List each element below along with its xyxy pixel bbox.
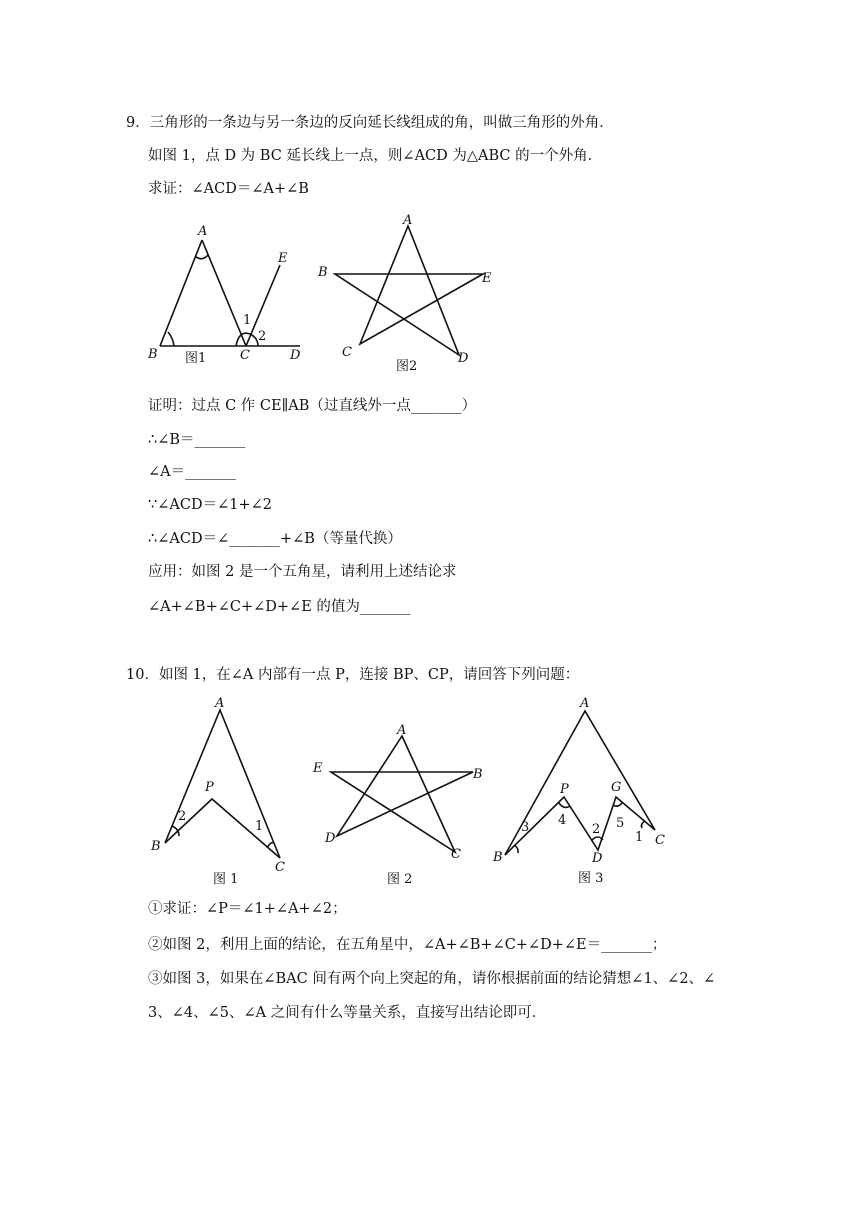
label-b: B [151,839,161,854]
angle-1-arc [641,821,645,828]
p10-part-1: ①求证：∠P＝∠1+∠A+∠2； [148,901,347,917]
fig2-caption: 图2 [396,359,418,374]
p10-figure-2 [305,720,495,890]
label-angle-1: 1 [255,819,264,834]
fig2-caption: 图 2 [387,872,413,887]
p9-application: 应用：如图 2 是一个五角星，请利用上述结论求 [148,564,457,580]
p9-step-3: ∵∠ACD＝∠1+∠2 [148,497,272,513]
label-angle-2: 2 [178,809,187,824]
label-c: C [451,847,461,862]
label-b: B [148,347,158,362]
p9-proof-line: 证明：过点 C 作 CE∥AB（过直线外一点_______） [148,398,477,414]
p10-part-3-cont: 3、∠4、∠5、∠A 之间有什么等量关系，直接写出结论即可． [148,1005,547,1021]
label-angle-2: 2 [592,822,601,837]
label-d: D [458,351,469,366]
star-outline [331,736,473,852]
label-d: D [325,831,336,846]
label-d: D [592,851,603,866]
fig3-caption: 图 3 [578,871,604,886]
p9-step-2: ∠A＝_______ [148,464,236,480]
label-a: A [198,224,208,239]
p10-figure-1 [145,695,305,890]
label-e: E [482,271,492,286]
label-p: P [205,780,214,795]
p10-part-3: ③如图 3，如果在∠BAC 间有两个向上突起的角，请你根据前面的结论猜想∠1、∠2、∠ [148,971,716,987]
label-angle-5: 5 [616,816,625,831]
angle-2-arc [250,334,258,346]
p10-line-1: 10．如图 1，在∠A 内部有一点 P，连接 BP、CP，请回答下列问题： [126,667,580,683]
label-angle-3: 3 [521,820,530,835]
p9-application-question: ∠A+∠B+∠C+∠D+∠E 的值为_______ [148,599,411,615]
label-angle-1: 1 [243,313,252,328]
label-angle-2: 2 [258,329,267,344]
label-c: C [342,345,352,360]
line-ac [202,240,246,346]
label-angle-1: 1 [635,830,644,845]
fig1-caption: 图 1 [213,872,239,887]
angle-a-sides [165,710,280,858]
label-a: A [580,696,590,711]
label-c: C [275,860,285,875]
fig1-caption: 图1 [185,351,207,366]
label-b: B [473,767,483,782]
p9-line-2: 如图 1，点 D 为 BC 延长线上一点，则∠ACD 为△ABC 的一个外角． [148,148,603,164]
label-angle-4: 4 [558,813,567,828]
label-g: G [611,780,622,795]
label-b: B [318,265,328,280]
angle-1-arc [267,843,274,848]
angle-a-arc [195,255,208,259]
p9-step-4: ∴∠ACD＝∠_______+∠B（等量代换） [148,531,402,547]
label-e: E [313,761,323,776]
angle-b-arc [168,332,174,346]
label-c: C [240,348,250,363]
label-c: C [655,833,665,848]
label-a: A [397,723,407,738]
p9-step-1: ∴∠B＝_______ [148,432,246,448]
p9-line-3: 求证：∠ACD＝∠A+∠B [148,181,309,197]
p10-figure-3 [488,695,678,890]
star-outline [335,226,483,355]
label-d: D [290,348,301,363]
label-p: P [560,782,569,797]
label-e: E [278,251,288,266]
p10-part-2: ②如图 2，利用上面的结论，在五角星中，∠A+∠B+∠C+∠D+∠E＝_______； [148,937,667,953]
label-a: A [403,213,413,228]
p9-line-1: 9．三角形的一条边与另一条边的反向延长线组成的角，叫做三角形的外角． [126,115,614,131]
label-a: A [215,696,225,711]
p9-figure-1 [140,220,320,380]
angle-3-arc [514,845,518,853]
label-b: B [493,850,503,865]
p9-figure-2 [310,210,505,380]
